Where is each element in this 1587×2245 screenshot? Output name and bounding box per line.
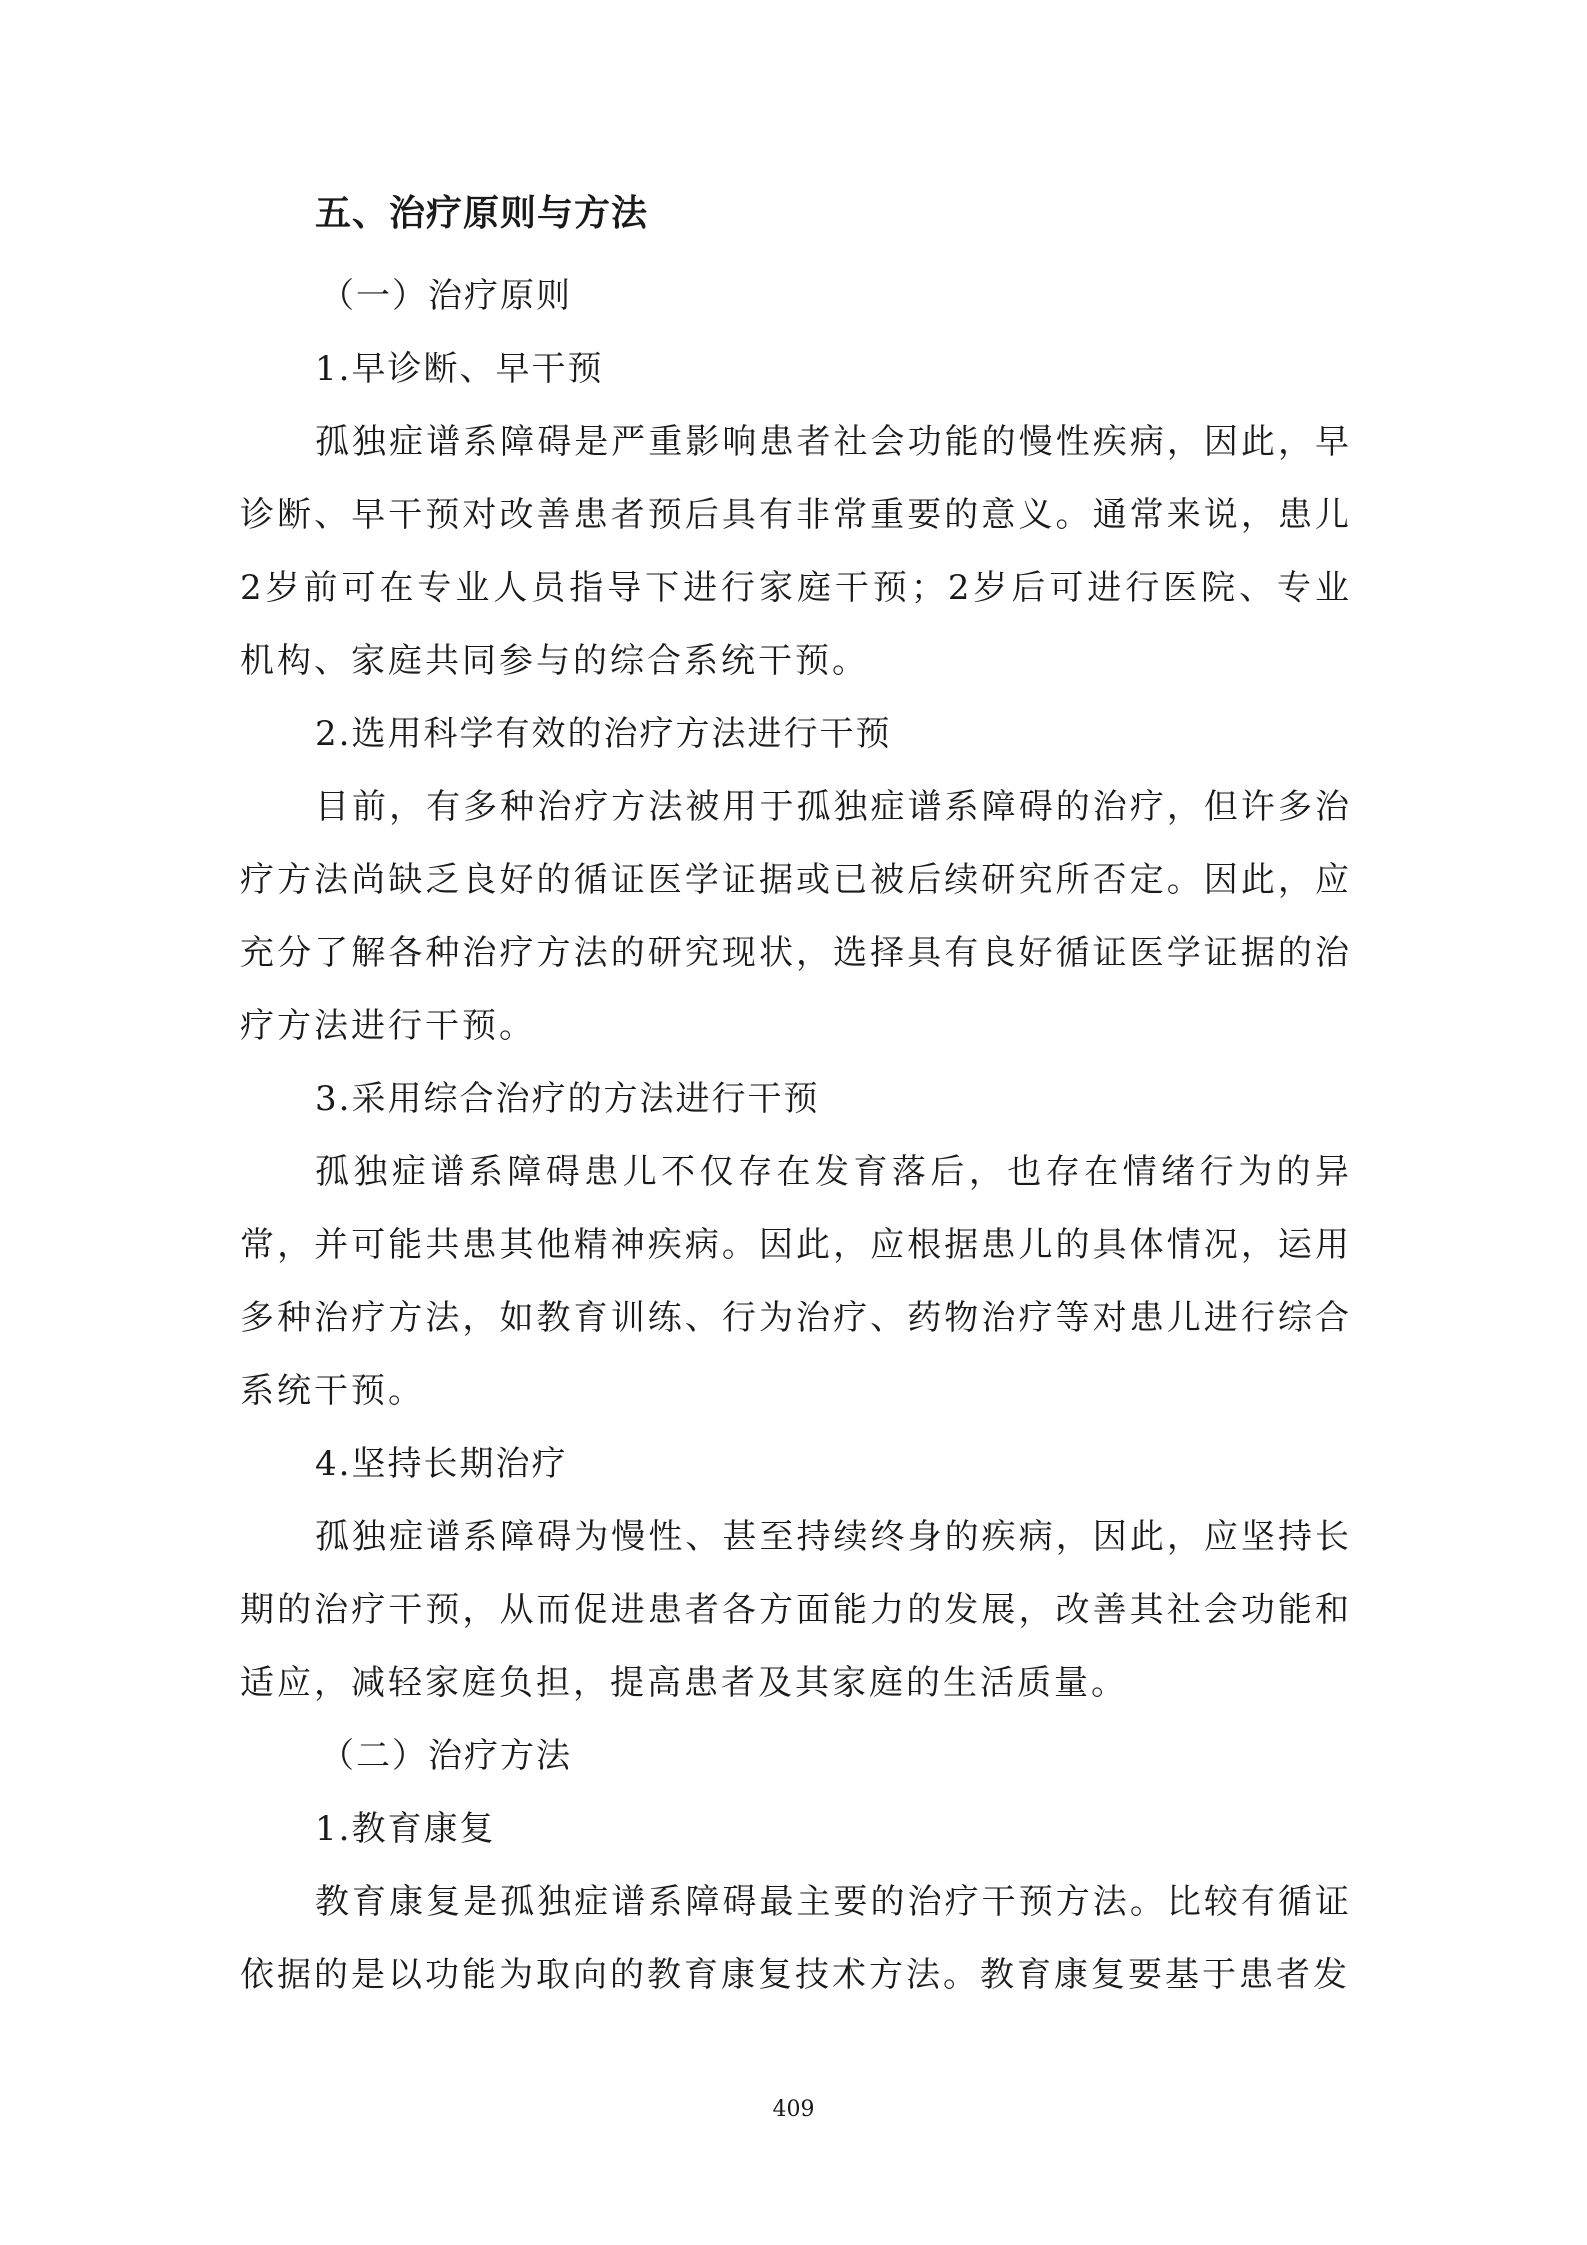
principle-4-body: 孤独症谱系障碍为慢性、甚至持续终身的疾病，因此，应坚持长期的治疗干预，从而促进患者各方面能力的发展，改善其社会功能和适应，减轻家庭负担，提高患者及其家庭的生活质量。 [240,1517,1352,1703]
principle-1-title: 1.早诊断、早干预 [315,349,604,389]
document-page [240,190,1352,2012]
section-heading: 五、治疗原则与方法 [315,193,649,234]
principle-2-title: 2.选用科学有效的治疗方法进行干预 [315,714,892,754]
page-number: 409 [772,2097,815,2122]
principle-3-body: 孤独症谱系障碍患儿不仅存在发育落后，也存在情绪行为的异常，并可能共患其他精神疾病。因此，应根据患儿的具体情况，运用多种治疗方法，如教育训练、行为治疗、药物治疗等对患儿进行综合系统干预。 [240,1152,1352,1411]
principle-3-title: 3.采用综合治疗的方法进行干预 [315,1079,820,1119]
subsection-heading-principles: （一）治疗原则 [320,276,572,316]
subsection-heading-methods: （二）治疗方法 [320,1736,572,1776]
principle-1-body: 孤独症谱系障碍是严重影响患者社会功能的慢性疾病，因此，早诊断、早干预对改善患者预后具有非常重要的意义。通常来说，患儿2岁前可在专业人员指导下进行家庭干预；2岁后可进行医院、专业机构、家庭共同参与的综合系统干预。 [240,422,1352,681]
principle-4-title: 4.坚持长期治疗 [315,1444,568,1484]
method-1-body: 教育康复是孤独症谱系障碍最主要的治疗干预方法。比较有循证依据的是以功能为取向的教育康复技术方法。教育康复要基于患者发 [240,1882,1352,1995]
principle-2-body: 目前，有多种治疗方法被用于孤独症谱系障碍的治疗，但许多治疗方法尚缺乏良好的循证医学证据或已被后续研究所否定。因此，应充分了解各种治疗方法的研究现状，选择具有良好循证医学证据的治疗方法进行干预。 [240,787,1352,1046]
method-1-title: 1.教育康复 [315,1809,496,1849]
